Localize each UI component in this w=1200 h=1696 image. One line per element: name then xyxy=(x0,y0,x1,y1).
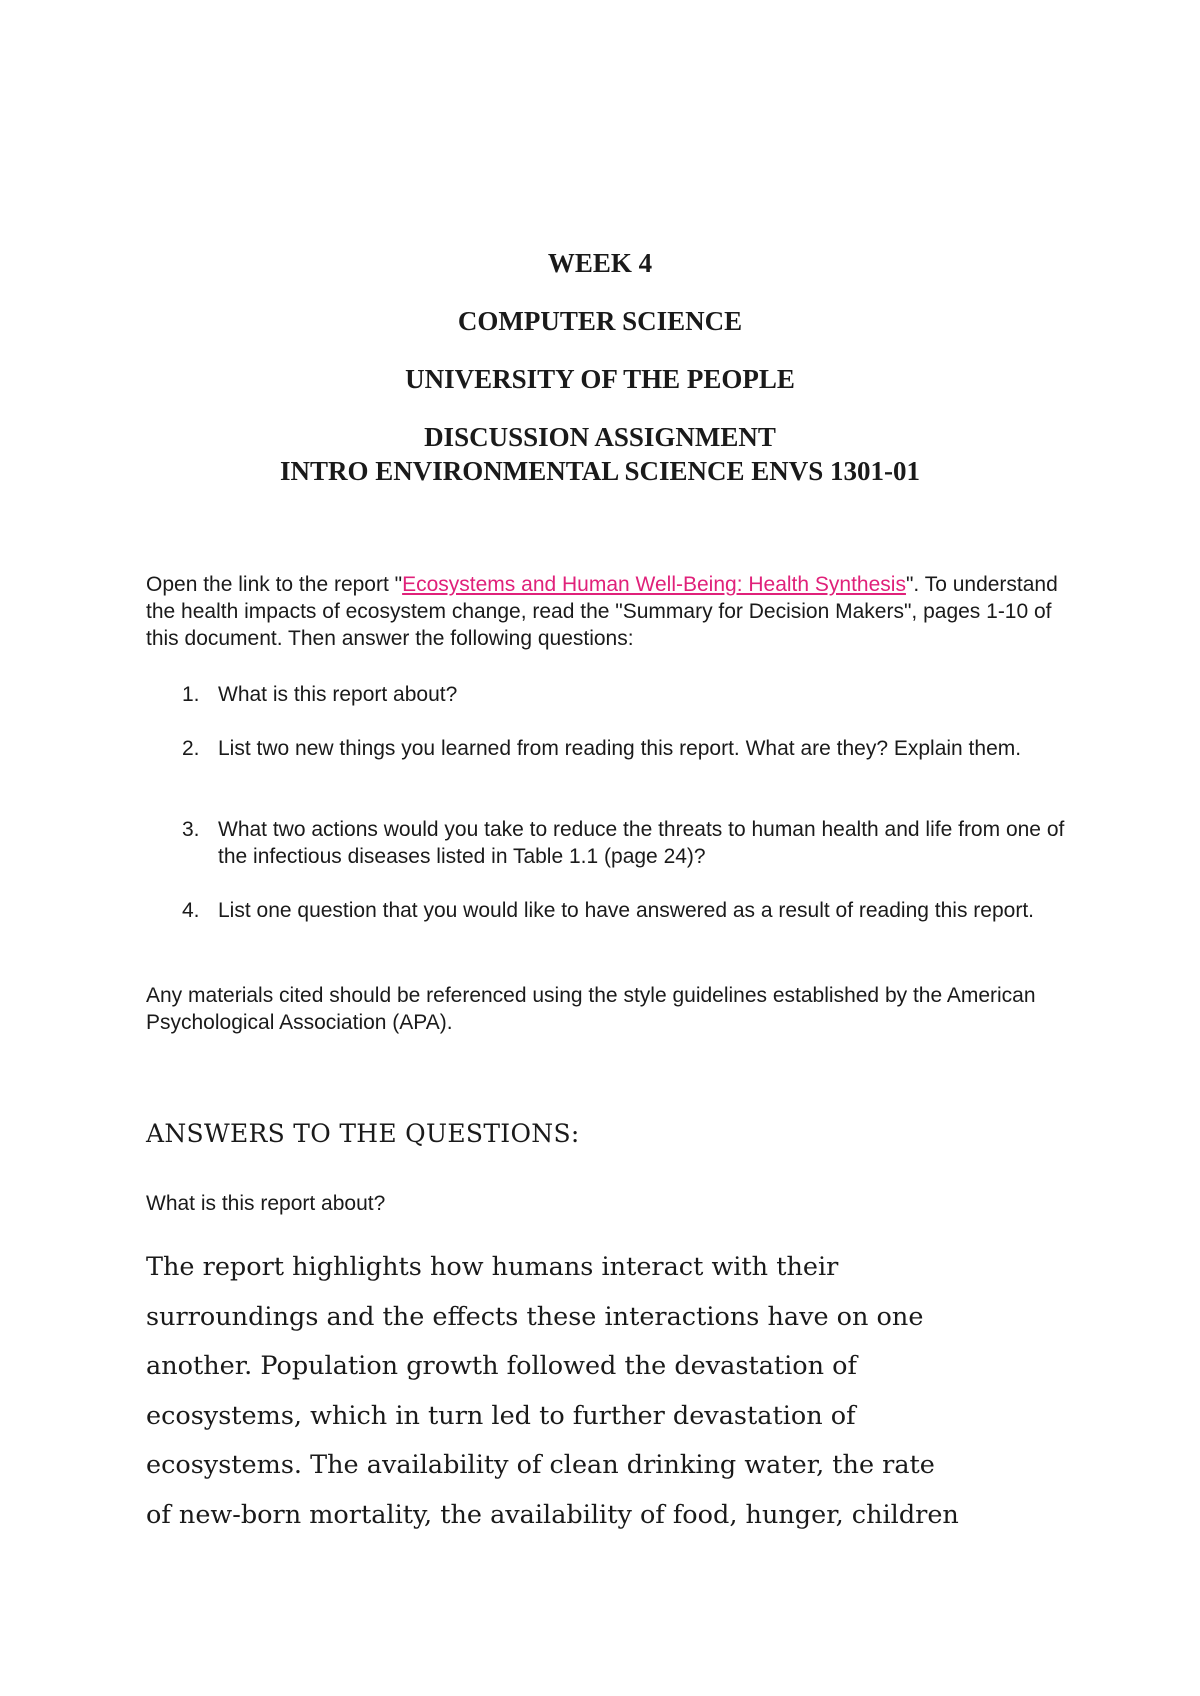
list-item-text: What is this report about? xyxy=(218,683,458,706)
list-item-number: 1. xyxy=(182,683,200,706)
answer-line: of new-born mortality, the availability of food, hunger, children xyxy=(146,1499,959,1530)
answer-paragraph xyxy=(146,1243,1086,1540)
list-item xyxy=(146,897,1066,978)
intro-text-after-link: ". To understand the health impacts of ecosystem change, read the "Summary for Decision Makers", pages 1-10 of this document. Then answer the following questions: xyxy=(146,573,1058,650)
list-item-text: List one question that you would like to have answered as a result of reading this report. xyxy=(218,899,1034,922)
title-block xyxy=(0,248,1200,514)
university-heading: UNIVERSITY OF THE PEOPLE xyxy=(405,364,795,394)
list-item xyxy=(146,681,1066,735)
course-heading: INTRO ENVIRONMENTAL SCIENCE ENVS 1301-01 xyxy=(279,456,921,486)
answer-line: another. Population growth followed the devastation of xyxy=(146,1351,857,1381)
week-heading: WEEK 4 xyxy=(547,248,653,278)
answer-line: surroundings and the effects these interactions have on one xyxy=(146,1301,924,1332)
answer-line: ecosystems, which in turn led to further devastation of xyxy=(146,1400,856,1431)
answer-question-label: What is this report about? xyxy=(146,1192,386,1215)
assignment-heading: DISCUSSION ASSIGNMENT xyxy=(424,422,776,452)
list-item-text: List two new things you learned from reading this report. What are they? Explain them. xyxy=(218,737,1022,760)
citation-note: Any materials cited should be referenced using the style guidelines established by the American Psychological Association (APA). xyxy=(146,984,1036,1034)
answer-line: The report highlights how humans interact with their xyxy=(146,1252,839,1282)
list-item-text: What two actions would you take to reduce the threats to human health and life from one of the infectious diseases listed in Table 1.1 (page 24)? xyxy=(218,818,1065,868)
answers-heading: ANSWERS TO THE QUESTIONS: xyxy=(146,1119,580,1148)
list-item-number: 3. xyxy=(182,818,200,841)
list-item xyxy=(146,735,1066,816)
list-item xyxy=(146,816,1066,897)
answer-line: ecosystems. The availability of clean drinking water, the rate xyxy=(146,1450,935,1480)
list-item-number: 4. xyxy=(182,899,200,922)
list-item-number: 2. xyxy=(182,737,200,760)
question-list xyxy=(146,681,1066,978)
program-heading: COMPUTER SCIENCE xyxy=(457,306,743,336)
report-link[interactable]: Ecosystems and Human Well-Being: Health Synthesis xyxy=(402,573,906,596)
intro-text-before-link: Open the link to the report " xyxy=(146,573,403,596)
intro-paragraph xyxy=(146,571,1066,652)
